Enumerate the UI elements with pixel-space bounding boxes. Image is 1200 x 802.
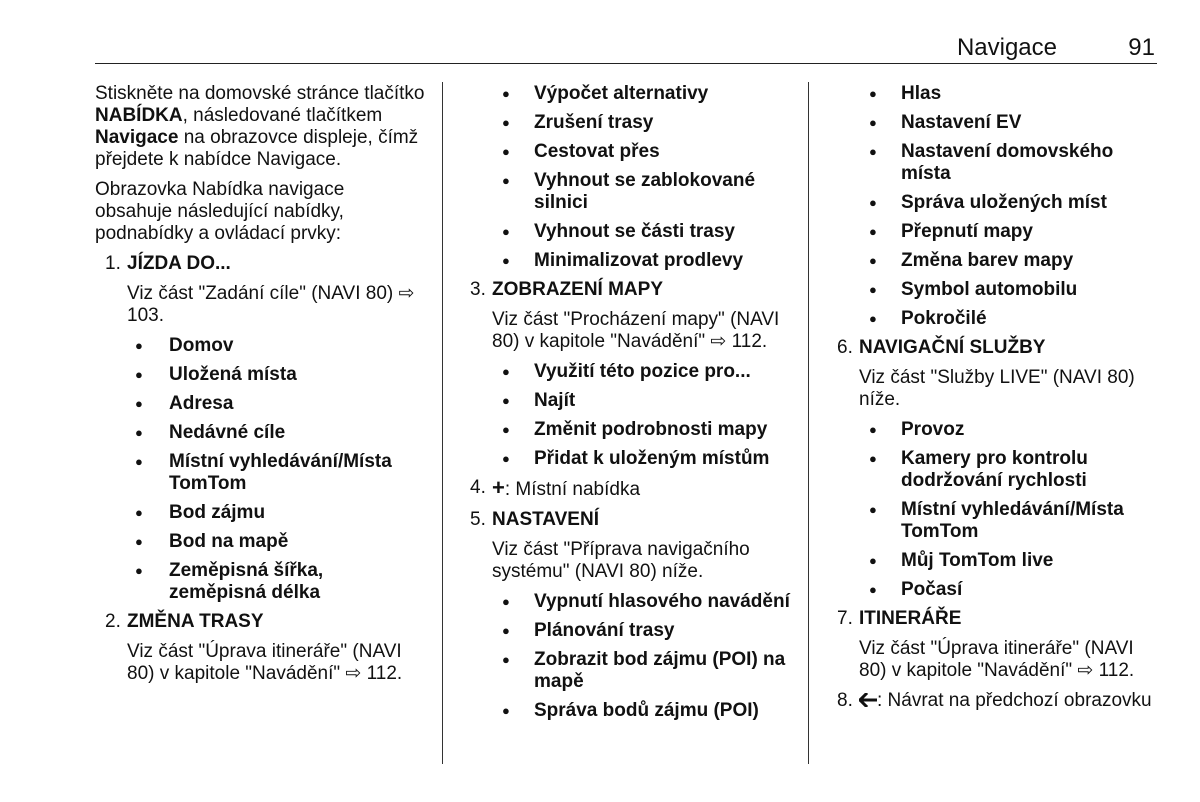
list-item: ● Zrušení trasy <box>502 112 795 134</box>
menu-item-3: 3. ZOBRAZENÍ MAPY <box>470 279 663 300</box>
list-item: ● Využití této pozice pro... <box>502 361 795 383</box>
list-item: ● Minimalizovat prodlevy <box>502 250 795 272</box>
list-item: ● Nastavení domovského místa <box>869 141 1162 185</box>
list-item: ● Vypnutí hlasového navádění <box>502 591 795 613</box>
list-item: ● Změna barev mapy <box>869 250 1162 272</box>
page-ref-arrow-icon: ⇨ <box>345 663 362 684</box>
menu-item-8: 8. : Návrat na předchozí obrazovku <box>837 690 1152 711</box>
list-item: ● Výpočet alternativy <box>502 83 795 105</box>
list-item: ● Cestovat přes <box>502 141 795 163</box>
page-number: 91 <box>1128 34 1155 61</box>
list-item: ● Adresa <box>127 393 425 415</box>
list-item: ● Místní vyhledávání/Místa TomTom <box>869 499 1162 543</box>
list-item: ● Pokročilé <box>869 308 1162 330</box>
page-ref-arrow-icon: ⇨ <box>1077 660 1094 681</box>
menu-item-4: 4. +: Místní nabídka <box>470 475 641 500</box>
menu-intro-paragraph: Obrazovka Nabídka navigace obsahuje následující nabídky, podnabídky a ovládací prvky: <box>95 179 345 244</box>
menu-item-1: 1. JÍZDA DO... <box>105 253 231 274</box>
list-item: ● Počasí <box>869 579 1162 601</box>
submenu-list <box>502 83 795 272</box>
plus-icon: + <box>492 475 505 500</box>
list-item: ● Bod na mapě <box>127 531 425 553</box>
menu-item-6: 6. NAVIGAČNÍ SLUŽBY <box>837 337 1046 358</box>
back-arrow-icon <box>859 690 877 712</box>
list-item: ● Zobrazit bod zájmu (POI) na mapě <box>502 649 795 693</box>
list-item: ● Nedávné cíle <box>127 422 425 444</box>
column-divider-1 <box>442 82 443 764</box>
list-item: ● Hlas <box>869 83 1162 105</box>
menu-item-5: 5. NASTAVENÍ <box>470 509 599 530</box>
menu-item-2: 2. ZMĚNA TRASY <box>105 611 264 632</box>
list-item: ● Správa uložených míst <box>869 192 1162 214</box>
column-1 <box>95 83 425 693</box>
submenu-list <box>127 335 425 604</box>
list-item: ● Zeměpisná šířka, zeměpisná délka <box>127 560 425 604</box>
list-item: ● Najít <box>502 390 795 412</box>
page-ref-arrow-icon: ⇨ <box>710 331 727 352</box>
list-item: ● Uložená místa <box>127 364 425 386</box>
list-item: ● Plánování trasy <box>502 620 795 642</box>
list-item: ● Bod zájmu <box>127 502 425 524</box>
column-2 <box>470 83 795 729</box>
header-rule <box>95 63 1157 64</box>
cross-reference: Viz část "Úprava itineráře" (NAVI 80) v kapitole "Navádění" ⇨ 112. <box>127 641 403 684</box>
list-item: ● Správa bodů zájmu (POI) <box>502 700 795 722</box>
list-item: ● Přidat k uloženým místům <box>502 448 795 470</box>
cross-reference: Viz část "Procházení mapy" (NAVI 80) v kapitole "Navádění" ⇨ 112. <box>492 309 780 352</box>
submenu-list <box>869 419 1162 601</box>
list-item: ● Nastavení EV <box>869 112 1162 134</box>
list-item: ● Místní vyhledávání/Místa TomTom <box>127 451 425 495</box>
list-item: ● Kamery pro kontrolu dodržování rychlosti <box>869 448 1162 492</box>
page-header <box>95 30 1157 64</box>
list-item: ● Změnit podrobnosti mapy <box>502 419 795 441</box>
intro-paragraph: Stiskněte na domovské stránce tlačítko NABÍDKA, následované tlačítkem Navigace na obrazovce displeje, čímž přejdete k nabídce Navigace. <box>95 83 425 170</box>
list-item: ● Vyhnout se části trasy <box>502 221 795 243</box>
list-item: ● Provoz <box>869 419 1162 441</box>
cross-reference: Viz část "Úprava itineráře" (NAVI 80) v kapitole "Navádění" ⇨ 112. <box>859 638 1135 681</box>
column-divider-2 <box>808 82 809 764</box>
cross-reference: Viz část "Zadání cíle" (NAVI 80) ⇨ 103. <box>127 283 415 326</box>
list-item: ● Můj TomTom live <box>869 550 1162 572</box>
list-item: ● Vyhnout se zablokované silnici <box>502 170 795 214</box>
cross-reference: Viz část "Služby LIVE" (NAVI 80) níže. <box>859 367 1135 410</box>
page-ref-arrow-icon: ⇨ <box>398 283 415 304</box>
submenu-list <box>502 361 795 470</box>
submenu-list <box>869 83 1162 330</box>
menu-item-7: 7. ITINERÁŘE <box>837 608 962 629</box>
submenu-list <box>502 591 795 722</box>
list-item: ● Přepnutí mapy <box>869 221 1162 243</box>
list-item: ● Domov <box>127 335 425 357</box>
section-title: Navigace <box>956 34 1057 61</box>
list-item: ● Symbol automobilu <box>869 279 1162 301</box>
column-3 <box>837 83 1162 720</box>
cross-reference: Viz část "Příprava navigačního systému" (NAVI 80) níže. <box>492 539 750 582</box>
